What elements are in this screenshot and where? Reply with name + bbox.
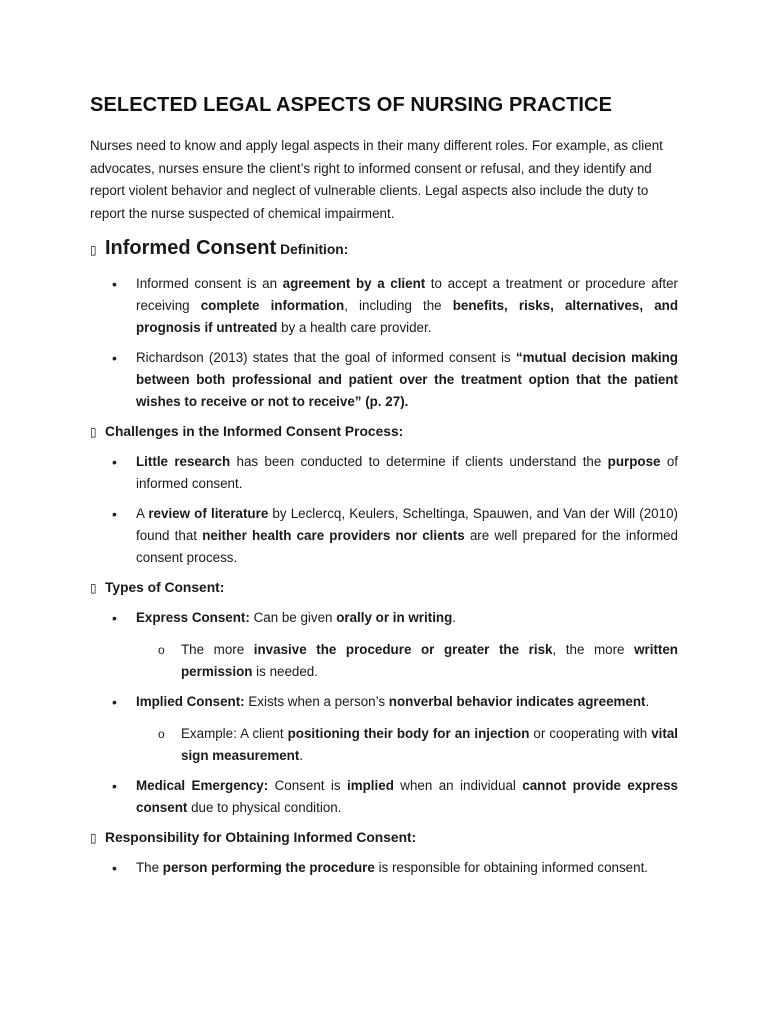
bold-run: complete information xyxy=(200,298,345,313)
heading-label: Definition: xyxy=(280,242,349,257)
bold-run: Implied Consent: xyxy=(136,694,245,709)
bold-run: invasive the procedure or greater the risk xyxy=(253,642,553,657)
checkbox-glyph-icon: ▯ xyxy=(90,425,97,439)
page-title: SELECTED LEGAL ASPECTS OF NURSING PRACTICE xyxy=(90,94,613,116)
bullet-icon: • xyxy=(112,860,117,876)
bold-run: person performing the procedure xyxy=(162,860,375,875)
responsibility-list xyxy=(90,857,678,879)
text-run: by a health care provider. xyxy=(277,320,432,335)
text-run: A xyxy=(136,506,149,521)
text-run: is needed. xyxy=(252,664,318,679)
intro-paragraph: Nurses need to know and apply legal aspects in their many different roles. For example, as client advocates, nurses ensure the client’s right to informed consent or refusal, and they identify and report violent behavior and neglect of vulnerable clients. Legal aspects also include the duty to report the nurse suspected of chemical impairment. xyxy=(90,138,663,221)
list-item xyxy=(90,503,678,569)
bold-run: Medical Emergency: xyxy=(136,778,269,793)
heading-large-text: Informed Consent xyxy=(105,237,277,259)
heading-label: Responsibility for Obtaining Informed Consent: xyxy=(105,830,417,845)
definition-list xyxy=(90,273,678,413)
bold-run: cannot provide express consent xyxy=(136,778,678,815)
text-run: Can be given xyxy=(249,610,337,625)
bold-run: nonverbal behavior indicates agreement xyxy=(388,694,646,709)
section-heading-responsibility xyxy=(90,827,678,849)
section-heading-challenges xyxy=(90,421,678,443)
sub-list xyxy=(136,723,678,767)
sub-bullet-icon: o xyxy=(158,727,165,741)
bullet-icon: • xyxy=(112,694,117,710)
bold-run: agreement by a client xyxy=(282,276,426,291)
text-run: , including the xyxy=(344,298,453,313)
types-list xyxy=(90,607,678,819)
heading-label: Challenges in the Informed Consent Process: xyxy=(105,424,404,439)
text-run: Example: A client xyxy=(181,726,288,741)
text-run: of informed consent. xyxy=(136,454,679,491)
text-run: . xyxy=(645,694,650,709)
bold-run: vital sign measurement xyxy=(181,726,678,763)
bullet-icon: • xyxy=(112,778,117,794)
text-run: by Leclercq, Keulers, Scheltinga, Spauwen, and Van der Will (2010) found that xyxy=(136,506,678,543)
challenges-list xyxy=(90,451,678,569)
text-run: . xyxy=(299,748,304,763)
text-run: due to physical condition. xyxy=(187,800,342,815)
bullet-icon: • xyxy=(112,454,117,470)
bold-run: benefits, risks, alternatives, and prognosis if untreated xyxy=(136,298,678,335)
bold-run: written permission xyxy=(181,642,678,679)
text-run: has been conducted to determine if clients understand the xyxy=(230,454,608,469)
text-run: when an individual xyxy=(393,778,523,793)
section-heading-types xyxy=(90,577,678,599)
text-run: Consent is xyxy=(268,778,347,793)
text-run: The more xyxy=(181,642,254,657)
bullet-icon: • xyxy=(112,610,117,626)
text-run: Richardson (2013) states that the goal of informed consent is xyxy=(136,350,516,365)
bold-run: neither health care providers nor clients xyxy=(202,528,465,543)
text-run: is responsible for obtaining informed consent. xyxy=(374,860,649,875)
bold-run: implied xyxy=(347,778,394,793)
checkbox-glyph-icon: ▯ xyxy=(90,831,97,845)
bold-run: Express Consent: xyxy=(136,610,250,625)
text-run: or cooperating with xyxy=(529,726,652,741)
list-item xyxy=(90,273,678,339)
list-item xyxy=(90,451,678,495)
sub-list-item xyxy=(136,723,678,767)
bold-run: “mutual decision making between both professional and patient over the treatment option that the patient wishes to receive or not to receive” (p. 27). xyxy=(136,350,678,409)
bold-run: review of literature xyxy=(148,506,269,521)
bullet-icon: • xyxy=(112,276,117,292)
text-run: Informed consent is an xyxy=(136,276,283,291)
list-item xyxy=(90,857,678,879)
checkbox-glyph-icon: ▯ xyxy=(90,581,97,595)
text-run: The xyxy=(136,860,163,875)
text-run: to accept a treatment or procedure after receiving xyxy=(136,276,678,313)
list-item-medical-emergency xyxy=(90,775,678,819)
checkbox-glyph-icon: ▯ xyxy=(90,243,97,257)
bold-run: purpose xyxy=(607,454,661,469)
list-item-implied-consent xyxy=(90,691,678,767)
list-item-express-consent xyxy=(90,607,678,683)
text-run: Exists when a person’s xyxy=(244,694,389,709)
list-item xyxy=(90,347,678,413)
sub-bullet-icon: o xyxy=(158,643,165,657)
bullet-icon: • xyxy=(112,506,117,522)
sub-list xyxy=(136,639,678,683)
bold-run: Little research xyxy=(136,454,231,469)
bullet-icon: • xyxy=(112,350,117,366)
sub-list-item xyxy=(136,639,678,683)
heading-label: Types of Consent: xyxy=(105,580,225,595)
text-run: . xyxy=(452,610,457,625)
bold-run: positioning their body for an injection xyxy=(287,726,530,741)
bold-run: orally or in writing xyxy=(336,610,453,625)
text-run: are well prepared for the informed consent process. xyxy=(136,528,679,565)
section-heading-definition xyxy=(90,237,678,261)
text-run: , the more xyxy=(552,642,635,657)
